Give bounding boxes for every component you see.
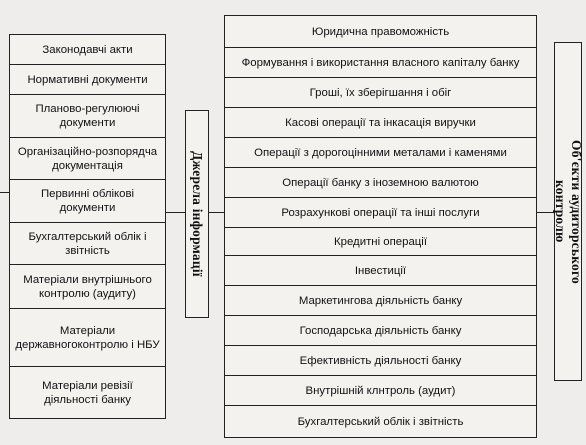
source-item-label: Матеріали ревізії діяльності банку xyxy=(42,379,133,406)
source-item-label: Нормативні документи xyxy=(27,73,148,86)
object-item-label: Господарська діяльність банку xyxy=(299,324,462,337)
object-item xyxy=(225,108,536,138)
object-item xyxy=(225,228,536,256)
sources-label: Джерела інформації xyxy=(190,151,205,277)
object-item-label: Формування і використання власного капіталу банку xyxy=(241,56,520,69)
source-item-label: Бухгалтерський облік і звітність xyxy=(28,230,147,257)
object-item-label: Операції з дорогоцінними металами і каменями xyxy=(254,146,507,159)
object-item-label: Внутрішній клнтроль (аудит) xyxy=(305,384,456,397)
source-item xyxy=(10,95,165,138)
source-item xyxy=(10,180,165,223)
object-item xyxy=(225,168,536,198)
sources-list xyxy=(9,34,166,419)
source-item-label: Матеріали внутрішнього контролю (аудиту) xyxy=(23,273,152,300)
object-item-label: Юридична правоможність xyxy=(311,25,450,38)
source-item xyxy=(10,35,165,65)
object-item-label: Розрахункові операції та інші послуги xyxy=(281,206,480,219)
object-item-label: Бухгалтерський облік і звітність xyxy=(297,415,464,428)
object-item xyxy=(225,198,536,228)
object-item-label: Інвестиції xyxy=(354,264,407,277)
object-item-label: Маркетингова діяльність банку xyxy=(298,294,463,307)
object-item-label: Гроші, їх зберігшання і обіг xyxy=(309,86,452,99)
object-item xyxy=(225,286,536,316)
source-item-label: Матеріали державногоконтролю і НБУ xyxy=(15,324,160,351)
objects-label: Об'єкти аудиторського контролю xyxy=(553,139,584,284)
source-item-label: Первинні облікові документи xyxy=(40,188,135,214)
object-item xyxy=(225,16,536,48)
object-item-label: Операції банку з іноземною валютою xyxy=(282,176,479,189)
connector-left-to-label xyxy=(166,212,185,213)
source-item xyxy=(10,367,165,418)
source-item xyxy=(10,138,165,180)
connector-label-to-center xyxy=(209,212,224,213)
object-item xyxy=(225,78,536,108)
object-item xyxy=(225,138,536,168)
source-item xyxy=(10,309,165,367)
object-item xyxy=(225,406,536,437)
source-item xyxy=(10,65,165,95)
source-item-label: Організаційно-розпорядча документація xyxy=(17,145,158,172)
source-item xyxy=(10,223,165,265)
objects-label-box xyxy=(554,42,582,381)
sources-label-box xyxy=(185,110,209,318)
object-item xyxy=(225,48,536,78)
objects-list xyxy=(224,15,537,438)
source-item-label: Планово-регулюючі документи xyxy=(35,103,140,129)
object-item-label: Ефективність діяльності банку xyxy=(299,354,462,367)
object-item xyxy=(225,256,536,286)
object-item xyxy=(225,316,536,346)
object-item xyxy=(225,376,536,406)
source-item-label: Законодавчі акти xyxy=(42,43,133,56)
source-item xyxy=(10,265,165,309)
object-item-label: Касові операції та інкасація виручки xyxy=(285,116,476,129)
object-item-label: Кредитні операції xyxy=(334,235,427,248)
object-item xyxy=(225,346,536,376)
